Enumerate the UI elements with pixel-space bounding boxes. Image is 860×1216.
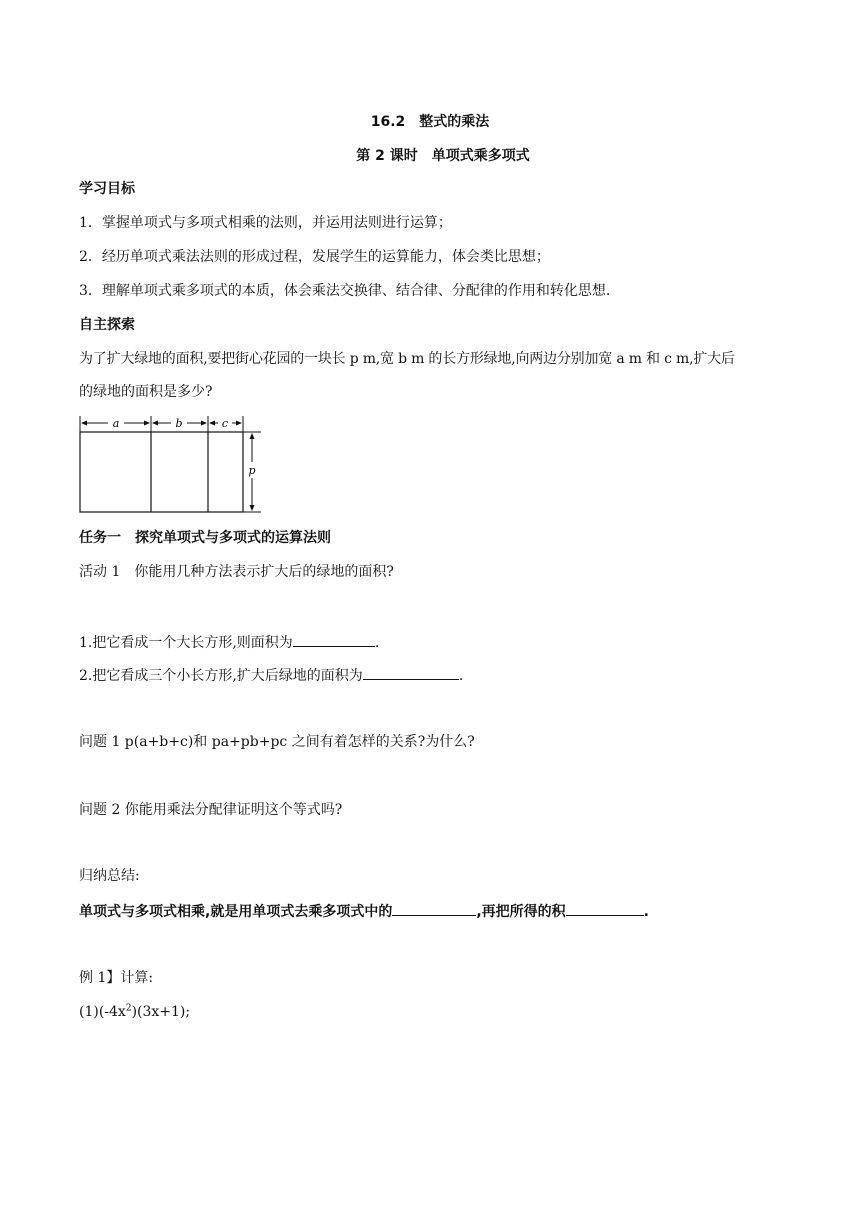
exponent: 2 [125,1003,132,1014]
objective-item-2: 2．经历单项式乘法法则的形成过程，发展学生的运算能力，体会类比思想； [79,249,550,265]
rule-blank-1[interactable] [392,901,476,916]
rule-end: . [643,904,649,920]
lesson-subtitle: 第 2 课时 单项式乘多项式 [356,148,530,164]
question-1 [79,632,379,652]
label-p: p [248,464,256,477]
activity-1: 活动 1 你能用几种方法表示扩大后的绿地的面积? [79,564,394,580]
example-item-1-post: )(3x+1); [131,1004,191,1020]
objective-item-1: 1．掌握单项式与多项式相乘的法则，并运用法则进行运算； [79,215,452,231]
explore-heading: 自主探索 [79,317,135,333]
rule-part-1: 单项式与多项式相乘,就是用单项式去乘多项式中的 [79,904,393,920]
answer-blank-1[interactable] [293,632,375,647]
example-item-1-pre: (1)(-4x [79,1004,126,1020]
label-c: c [221,417,229,430]
question-1-end: . [374,635,380,651]
label-a: a [112,417,120,430]
answer-blank-2[interactable] [363,665,459,680]
example-item-1 [79,1003,190,1021]
explore-problem-line-1: 为了扩大绿地的面积,要把街心花园的一块长 p m,宽 b m 的长方形绿地,向两边分别加宽 a m 和 c m,扩大后 [79,351,735,367]
label-b: b [175,417,183,430]
garden-rectangle-figure [74,412,270,516]
task1-heading: 任务一 探究单项式与多项式的运算法则 [79,530,331,546]
rule-part-2: ,再把所得的积 [476,904,566,920]
question-2 [79,665,463,685]
arrowhead [236,421,242,426]
arrowhead [81,421,87,426]
summary-heading: 归纳总结: [79,868,140,884]
problem-1: 问题 1 p(a+b+c)和 pa+pb+pc 之间有着怎样的关系?为什么? [79,734,475,750]
explore-problem-line-2: 的绿地的面积是多少? [79,384,213,400]
arrowhead [209,421,215,426]
summary-rule [79,901,649,921]
question-2-text: 2.把它看成三个小长方形,扩大后绿地的面积为 [79,668,363,684]
question-2-end: . [458,668,464,684]
example-heading: 例 1】计算: [79,970,154,986]
arrowhead [152,421,158,426]
rule-blank-2[interactable] [566,901,644,916]
arrowhead [201,421,207,426]
arrowhead [144,421,150,426]
arrowhead [250,505,255,511]
question-1-text: 1.把它看成一个大长方形,则面积为 [79,635,293,651]
rectangle-outline [80,432,243,512]
arrowhead [250,433,255,439]
objectives-heading: 学习目标 [79,181,135,197]
objective-item-3: 3．理解单项式乘多项式的本质，体会乘法交换律、结合律、分配律的作用和转化思想. [79,283,611,299]
page-title: 16.2 整式的乘法 [370,114,490,130]
problem-2: 问题 2 你能用乘法分配律证明这个等式吗? [79,802,343,818]
